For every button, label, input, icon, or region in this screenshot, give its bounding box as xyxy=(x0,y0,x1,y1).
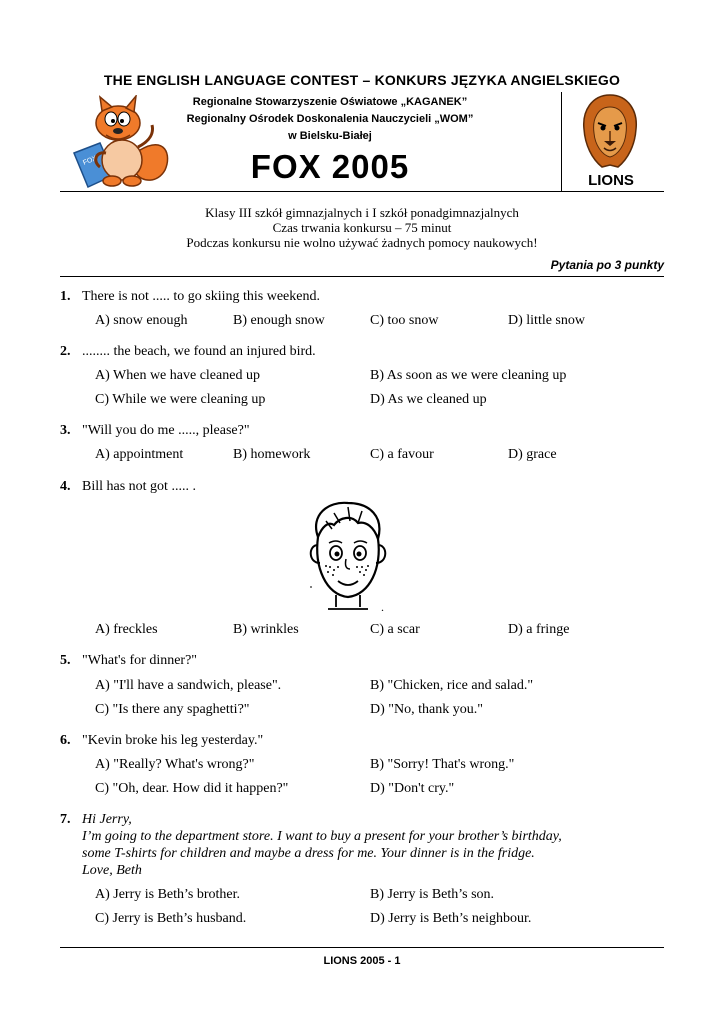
q5-option-a: A) "I'll have a sandwich, please". xyxy=(95,678,282,693)
q7-option-d: D) Jerry is Beth’s neighbour. xyxy=(370,911,532,926)
question-text: Bill has not got ..... . xyxy=(82,479,196,494)
fox-title: FOX 2005 xyxy=(250,148,410,185)
note-line-2: I’m going to the department store. I want to buy a present for your brother’s birthday, xyxy=(82,829,562,844)
question-number: 4. xyxy=(60,479,71,494)
q6-option-c: C) "Oh, dear. How did it happen?" xyxy=(95,781,289,796)
question-number: 2. xyxy=(60,344,71,359)
q3-option-c: C) a favour xyxy=(370,447,434,462)
info-rules: Podczas konkursu nie wolno używać żadnych pomocy naukowych! xyxy=(186,235,538,250)
q2-option-b: B) As soon as we were cleaning up xyxy=(370,368,567,383)
q4-option-b: B) wrinkles xyxy=(233,622,299,637)
q2-option-d: D) As we cleaned up xyxy=(370,392,487,407)
org-line-3: w Bielsku-Białej xyxy=(288,130,372,142)
q7-option-b: B) Jerry is Beth’s son. xyxy=(370,887,495,902)
q1-option-c: C) too snow xyxy=(370,313,439,328)
info-divider xyxy=(60,276,664,277)
q4-option-a: A) freckles xyxy=(95,622,158,637)
fox-logo-icon xyxy=(70,95,175,190)
org-line-2: Regionalny Ośrodek Doskonalenia Nauczycieli „WOM” xyxy=(186,113,474,125)
points-note: Pytania po 3 punkty xyxy=(550,258,664,272)
q2-option-a: A) When we have cleaned up xyxy=(95,368,260,383)
info-duration: Czas trwania konkursu – 75 minut xyxy=(272,220,452,235)
header-divider xyxy=(60,191,664,192)
q3-option-d: D) grace xyxy=(508,447,557,462)
q1-option-a: A) snow enough xyxy=(95,313,188,328)
question-number: 3. xyxy=(60,423,71,438)
question-text: There is not ..... to go skiing this weekend. xyxy=(82,289,320,304)
question-number: 6. xyxy=(60,733,71,748)
q3-option-b: B) homework xyxy=(233,447,311,462)
q4-option-d: D) a fringe xyxy=(508,622,570,637)
header-divider-vertical xyxy=(561,92,562,192)
q7-option-c: C) Jerry is Beth’s husband. xyxy=(95,911,247,926)
illustration-caption: . xyxy=(381,600,384,614)
footer-divider xyxy=(60,947,664,948)
question-text: "Kevin broke his leg yesterday." xyxy=(82,733,264,748)
question-number: 7. xyxy=(60,812,71,827)
lion-logo-icon xyxy=(580,93,640,171)
q7-option-a: A) Jerry is Beth’s brother. xyxy=(95,887,241,902)
question-text: ........ the beach, we found an injured bird. xyxy=(82,344,316,359)
question-number: 5. xyxy=(60,653,71,668)
question-number: 1. xyxy=(60,289,71,304)
question-text: "Will you do me ....., please?" xyxy=(82,423,250,438)
q6-option-a: A) "Really? What's wrong?" xyxy=(95,757,255,772)
q4-option-c: C) a scar xyxy=(370,622,420,637)
note-greeting: Hi Jerry, xyxy=(82,812,132,827)
info-classes: Klasy III szkół gimnazjalnych i I szkół ponadgimnazjalnych xyxy=(205,205,519,220)
note-signoff: Love, Beth xyxy=(82,863,142,878)
q5-option-b: B) "Chicken, rice and salad." xyxy=(370,678,534,693)
q2-option-c: C) While we were cleaning up xyxy=(95,392,266,407)
q1-option-d: D) little snow xyxy=(508,313,585,328)
contest-title: THE ENGLISH LANGUAGE CONTEST – KONKURS JĘZYKA ANGIELSKIEGO xyxy=(103,72,621,88)
q6-option-d: D) "Don't cry." xyxy=(370,781,455,796)
q5-option-d: D) "No, thank you." xyxy=(370,702,483,717)
q1-option-b: B) enough snow xyxy=(233,313,325,328)
q6-option-b: B) "Sorry! That's wrong." xyxy=(370,757,515,772)
boy-face-freckles-illustration xyxy=(300,497,395,612)
note-line-3: some T-shirts for children and maybe a dress for me. Your dinner is in the fridge. xyxy=(82,846,535,861)
q5-option-c: C) "Is there any spaghetti?" xyxy=(95,702,250,717)
org-line-1: Regionalne Stowarzyszenie Oświatowe „KAGANEK” xyxy=(192,96,468,108)
page-footer: LIONS 2005 - 1 xyxy=(323,955,401,967)
level-label: LIONS xyxy=(588,172,634,189)
question-text: "What's for dinner?" xyxy=(82,653,198,668)
q3-option-a: A) appointment xyxy=(95,447,184,462)
fox-book-label: FOX xyxy=(82,154,99,167)
